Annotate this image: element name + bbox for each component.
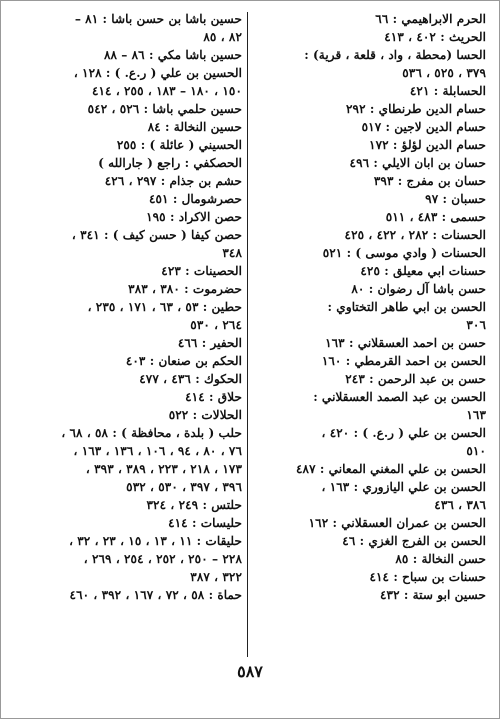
- index-entry: حسنات بن سباح : ٤١٤: [369, 570, 486, 584]
- index-entry: حلاق : ٤١٤: [185, 390, 242, 404]
- index-entry: حسن باشا آل رضوان : ٨٠: [351, 282, 486, 296]
- index-entry: حليقات : ١١ ، ١٣ ، ١٥ ، ٢٣ ، ٣٢ ،: [69, 534, 242, 548]
- index-entry: الحكوك : ٤٣٦ ، ٤٧٧: [139, 372, 242, 386]
- index-entry: حسين باشا مكي : ٨٦ – ٨٨: [103, 48, 242, 62]
- index-entry: حسام الدين طرنطاي : ٢٩٢: [345, 102, 486, 116]
- index-entry: حسنات ابي معيلق : ٤٢٥: [360, 264, 486, 278]
- index-entry: الحرم الابراهيمي : ٦٦: [375, 12, 486, 26]
- index-entry: حسام الدين لؤلؤ : ١٧٢: [369, 138, 486, 152]
- index-entry: ٣٢٢ ، ٣٨٧: [190, 570, 242, 584]
- index-entry: حسين باشا بن حسن باشا : ٨١ –: [74, 12, 242, 26]
- index-column-left: [4, 10, 242, 604]
- index-entry: الحسن بن علي اليازوري : ١٦٣ ،: [321, 480, 486, 494]
- index-entry: حطين : ٥٣ ، ٦٣ ، ١٧١ ، ٢٣٥ ،: [87, 300, 242, 314]
- index-entry: الحسن بن الفرج الغزي : ٤٦: [342, 534, 486, 548]
- index-entry: الحسابلة : ٤٢١: [409, 84, 486, 98]
- index-entry: حصن الاكراد : ١٩٥: [146, 210, 242, 224]
- index-entry: ٢٦٤ ، ٥٣٠: [190, 318, 242, 332]
- index-entry: الحسيني ( عائلة ) : ٢٥٥: [116, 138, 242, 152]
- index-entry: الحسن بن احمد القرمطي : ١٦٠: [321, 354, 486, 368]
- index-entry: ١٥٠ ، ١٨٠ – ١٨٣ ، ٢٥٥ ، ٤١٤: [91, 84, 242, 98]
- index-entry: حسان بن مفرج : ٣٩٣: [373, 174, 486, 188]
- index-entry: ٣٤٨: [222, 246, 242, 260]
- index-entry: حسمى : ٤٨٣ ، ٥١١: [385, 210, 486, 224]
- index-entry: الحسن بن علي ( ر.ع. ) : ٤٢٠ ،: [321, 426, 486, 440]
- index-entry: حماة : ٥٨ ، ٧٢ ، ١٦٧ ، ٣٩٢ ، ٤٦٠: [69, 588, 242, 602]
- index-entry: الحسين بن علي ( ر.ع. ) : ١٢٨ ،: [73, 66, 242, 80]
- index-entry: الحفير : ٤٦٦: [177, 336, 242, 350]
- index-entry: الحسن بن ابي طاهر التختاوي :: [327, 300, 486, 314]
- index-entry: الحسن بن علي المغني المعاني : ٤٨٧: [296, 462, 486, 476]
- index-entry: الحسا (محطة ، واد ، قلعة ، قرية) :: [304, 48, 486, 62]
- index-entry: ٣٧٩ ، ٥٢٥ ، ٥٣٦: [402, 66, 486, 80]
- index-entry: حصرشومال : ٤٥١: [148, 192, 242, 206]
- index-entry: ١٦٣: [466, 408, 486, 422]
- index-entry: ٣٠٦: [466, 318, 486, 332]
- index-entry: حشم بن جذام : ٢٩٧ ، ٤٢٦: [104, 174, 242, 188]
- index-entry: الحصينات : ٤٢٣: [161, 264, 242, 278]
- index-entry: الحسنات : ٢٨٢ ، ٤٢٢ ، ٤٢٥: [344, 228, 486, 242]
- index-entry: ٣٨٦ ، ٤٣٦: [434, 498, 486, 512]
- index-entry: الحصكفي : راجع ( جارالله ): [98, 156, 242, 170]
- index-entry: ٧٦ ، ٨٠ ، ٩٤ ، ١٠٦ ، ١٣٦ ، ١٦٣ ،: [73, 444, 242, 458]
- index-entry: حسين حلمي باشا : ٥٢٦ ، ٥٤٢: [87, 102, 242, 116]
- index-column-right: [248, 10, 486, 604]
- index-entry: حليسات : ٤١٤: [168, 516, 242, 530]
- index-entry: الحسن بن عمران العسقلاني : ١٦٢: [308, 516, 486, 530]
- index-entry: ٥١٠: [466, 444, 486, 458]
- index-entry: حسبان : ٩٧: [425, 192, 486, 206]
- index-entry: حسن النخالة : ٨٥: [395, 552, 486, 566]
- index-entry: حضرموت : ٣٨٠ ، ٣٨٣: [128, 282, 242, 296]
- index-entry: ١٧٣ ، ٢١٨ ، ٢٢٣ ، ٣٨٩ ، ٣٩٣ ،: [85, 462, 242, 476]
- index-entry: الحسن بن عبد الصمد العسقلاني :: [313, 390, 486, 404]
- index-entry: حسين النخالة : ٨٤: [147, 120, 242, 134]
- index-entry: حسن بن عبد الرحمن : ٢٤٣: [345, 372, 486, 386]
- index-entry: حلتس : ٢٤٩ ، ٣٢٤: [146, 498, 242, 512]
- index-entry: حسين ابو ستة : ٤٣٢: [380, 588, 486, 602]
- index-entry: الحكم بن صنعان : ٤٠٣: [125, 354, 242, 368]
- index-entry: حسن بن احمد العسقلاني : ١٦٣: [325, 336, 486, 350]
- index-entry: ٣٩٦ ، ٣٩٧ ، ٥٣٠ ، ٥٣٢: [126, 480, 242, 494]
- column-divider: [247, 12, 248, 657]
- index-entry: ٢٢٨ – ٢٥٠ ، ٢٥٢ ، ٢٥٤ ، ٢٦٩ ،: [83, 552, 242, 566]
- index-entry: حصن كيفا ( حسن كيف ) : ٣٤١ ،: [71, 228, 242, 242]
- page-number: ٥٨٧: [237, 662, 263, 681]
- index-entry: حسان بن ابان الايلي : ٤٩٦: [349, 156, 486, 170]
- index-entry: ٨٢ ، ٨٥: [203, 30, 242, 44]
- index-entry: الحريث : ٤٠٢ ، ٤١٣: [384, 30, 486, 44]
- index-entry: حلب ( بلدة ، محافظة ) : ٥٨ ، ٦٨ ،: [61, 426, 242, 440]
- index-entry: الحسنات ( وادي موسى ) : ٥٢١: [322, 246, 486, 260]
- index-entry: حسام الدين لاجين : ٥١٧: [361, 120, 486, 134]
- index-entry: الحلالات : ٥٢٢: [168, 408, 242, 422]
